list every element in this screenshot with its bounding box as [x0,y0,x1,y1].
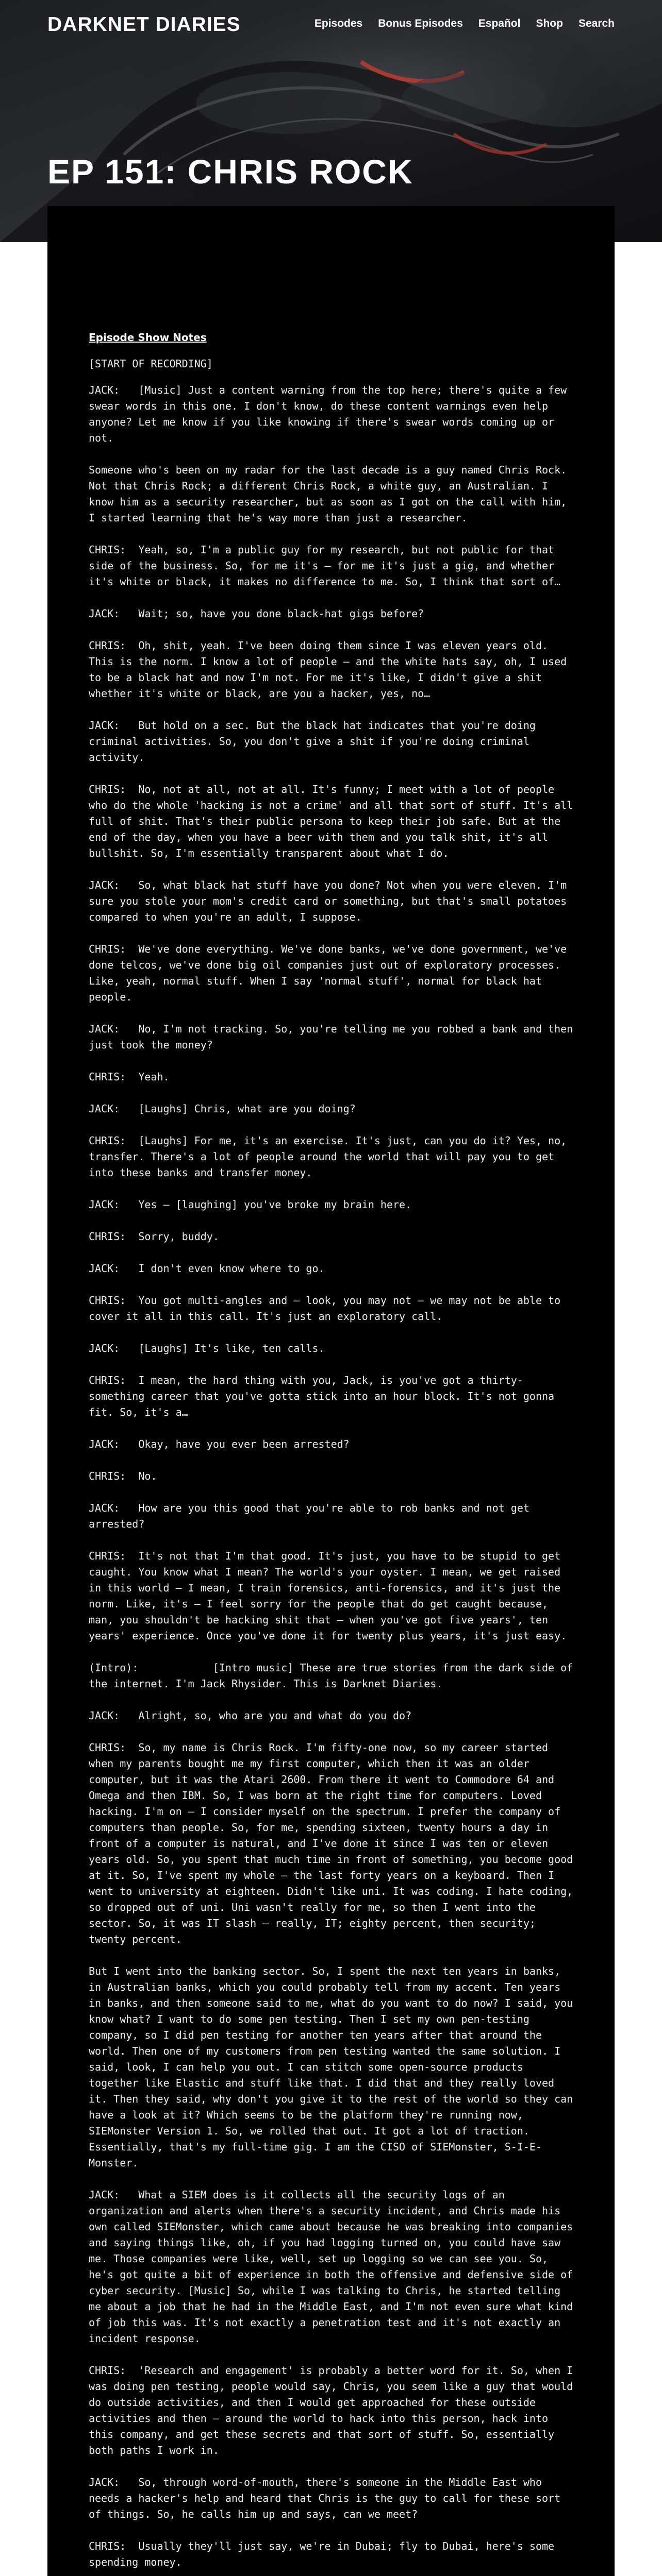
main-menu [315,18,615,30]
transcript-paragraph: CHRIS: So, my name is Chris Rock. I'm fifty-one now, so my career started when my parents bought me my first computer, which then it was an older computer, but it was the Atari 2600. From there it went to Commodore 64 and Omega and then IBM. So, I was born at the right time for computers. Loved hacking. I'm on — I consider myself on the spectrum. I prefer the company of computers than people. So, for me, spending sixteen, twenty hours a day in front of a computer is natural, and I've done it since I was ten or eleven years old. So, you spent that much time in front of something, you become good at it. So, I've spent my whole — the last forty years on a keyboard. Then I went to university at eighteen. Didn't like uni. It was coding. I hate coding, so dropped out of uni. Uni wasn't really for me, so then I went into the sector. So, it was IT slash — really, IT; eighty percent, then security; twenty percent. [89,1741,580,1945]
transcript-paragraphs [89,356,580,2570]
recording-marker: [START OF RECORDING] [89,358,213,370]
transcript-paragraph: CHRIS: It's not that I'm that good. It's just, you have to be stupid to get caught. You know what I mean? The world's your oyster. I mean, we get raised in this world — I mean, I train forensics, anti-forensics, and it's just the norm. Like, it's — I feel sorry for the people that do get caught because, man, you shouldn't be hacking shit that — when you've got five years', ten years' experience. Once you've done it for twenty plus years, it's just easy. [89,1550,567,1642]
transcript-paragraph: JACK: [Laughs] It's like, ten calls. [89,1342,325,1354]
nav-bonus-episodes-link[interactable]: Bonus Episodes [378,18,463,29]
top-navigation [0,0,662,52]
transcript-paragraph: But I went into the banking sector. So, I spent the next ten years in banks, in Australian banks, which you could probably tell from my accent. Ten years in banks, and then someone said to me, what do you want to do now? I said, you know what? I want to do some pen testing. Then I set my own pen-testing company, so I did pen testing for another ten years after that around the world. Then one of my customers from pen testing wanted the same solution. I said, look, I can help you out. I can stitch some open-source products together like Elastic and stuff like that. I did that and they really loved it. Then they said, why don't you give it to the rest of the world so they can have a look at it? Which seems to be the platform they're running now, SIEMonster Version 1. So, we rolled that out. It got a lot of traction. Essentially, that's my full-time gig. I am the CISO of SIEMonster, S-I-E-Monster. [89,1965,580,2169]
transcript-paragraph: CHRIS: Sorry, buddy. [89,1230,219,1243]
transcript-paragraph: Someone who's been on my radar for the last decade is a guy named Chris Rock. Not that Chris Rock; a different Chris Rock, a white guy, an Australian. I know him as a security researcher, but as soon as I got on the call with him, I started learning that he's way more than just a researcher. [89,464,573,524]
nav-espanol-link[interactable]: Español [478,18,521,29]
transcript-paragraph: CHRIS: No. [89,1470,157,1482]
nav-shop-link[interactable]: Shop [536,18,563,29]
transcript-paragraph: JACK: So, what black hat stuff have you done? Not when you were eleven. I'm sure you stole your mom's credit card or something, but that's small potatoes compared to when you're an adult, I suppose. [89,879,573,923]
transcript-paragraph: JACK: I don't even know where to go. [89,1262,325,1275]
transcript-paragraph: JACK: But hold on a sec. But the black hat indicates that you're doing criminal activities. So, you don't give a shit if you're doing criminal activity. [89,719,542,764]
transcript-paragraph: CHRIS: 'Research and engagement' is probably a better word for it. So, when I was doing pen testing, people would say, Chris, you seem like a guy that would do outside activities, and then I would get approached for these outside activities and then — around the world to hack into this person, hack into this company, and get these secrets and that sort of stuff. So, essentially both paths I work in. [89,2364,580,2456]
transcript-paragraph: JACK: Okay, have you ever been arrested? [89,1438,350,1450]
menu-item [578,18,615,30]
transcript-paragraph: CHRIS: We've done everything. We've done banks, we've done government, we've done telcos, we've done big oil companies just out of exploratory processes. Like, yeah, normal stuff. When I say 'normal stuff', normal for black hat people. [89,943,573,1003]
transcript-paragraph: JACK: Wait; so, have you done black-hat gigs before? [89,607,424,620]
nav-search-link[interactable]: Search [578,18,615,29]
transcript-paragraph: CHRIS: You got multi-angles and — look, you may not — we may not be able to cover it all in this call. It's just an exploratory call. [89,1294,567,1323]
transcript-paragraph: CHRIS: No, not at all, not at all. It's funny; I meet with a lot of people who do the whole 'hacking is not a crime' and all that sort of stuff. It's all full of shit. That's their public persona to keep their job safe. But at the end of the day, when you have a beer with them and you talk shit, it's all bullshit. So, I'm essentially transparent about what I do. [89,783,580,859]
transcript-paragraph: JACK: Alright, so, who are you and what do you do? [89,1709,412,1722]
transcript-paragraph: JACK: No, I'm not tracking. So, you're telling me you robbed a bank and then just took the money? [89,1023,580,1051]
transcript-paragraph: JACK: So, through word-of-mouth, there's someone in the Middle East who needs a hacker's help and heard that Chris is the guy to call for these sort of things. So, he calls him up and says, can we meet? [89,2476,567,2520]
transcript-paragraph: CHRIS: I mean, the hard thing with you, Jack, is you've got a thirty-something career that you've gotta stick into an hour block. It's not gonna fit. So, it's a… [89,1374,561,1418]
menu-item [315,18,362,30]
transcript-panel [47,206,615,2576]
transcript-paragraph: JACK: How are you this good that you're able to rob banks and not get arrested? [89,1502,536,1530]
episode-show-notes-link[interactable]: Episode Show Notes [89,331,207,344]
transcript-paragraph: CHRIS: Yeah, so, I'm a public guy for my research, but not public for that side of the business. So, for me it's — for me it's just a gig, and whether it's white or black, it makes no difference to me. So, I think that sort of… [89,544,561,588]
transcript-paragraph: JACK: What a SIEM does is it collects all the security logs of an organization and alerts when there's a security incident, and Chris made his own called SIEMonster, which came about because he was breaking into companies and saying things like, oh, if you had logging turned on, you could have saw me. Those companies were like, well, set up logging so we can see you. So, he's got quite a bit of experience in both the offensive and defensive side of cyber security. [Music] So, while I was talking to Chris, he started telling me about a job that he had in the Middle East, and I'm not even sure what kind of job this was. It's not exactly a penetration test and it's not exactly an incident response. [89,2189,580,2345]
menu-item [378,18,463,30]
transcript-paragraph: CHRIS: Oh, shit, yeah. I've been doing them since I was eleven years old. This is the norm. I know a lot of people — and the white hats say, oh, I used to be a black hat and now I'm not. For me it's like, I didn't give a shit whether it's white or black, are you a hacker, yes, no… [89,639,573,700]
nav-episodes-link[interactable]: Episodes [314,18,363,29]
transcript-paragraph: CHRIS: [Laughs] For me, it's an exercise. It's just, can you do it? Yes, no, transfer. There's a lot of people around the world that will pay you to get into these banks and transfer money. [89,1134,573,1179]
menu-item [536,18,563,30]
transcript-paragraph: JACK: [Music] Just a content warning from the top here; there's quite a few swear words in this one. I don't know, do these content warnings even help anyone? Let me know if you like knowing if there's swear words coming up or not. [89,384,573,444]
transcript-paragraph: JACK: Yes — [laughing] you've broke my brain here. [89,1198,412,1211]
menu-item [478,18,521,30]
transcript-content [89,330,580,2576]
transcript-paragraph: CHRIS: Yeah. [89,1071,170,1083]
transcript-paragraph: CHRIS: Usually they'll just say, we're in Dubai; fly to Dubai, here's some spending money. [89,2540,561,2568]
site-logo[interactable]: DARKNET DIARIES [47,13,241,36]
transcript-paragraph: (Intro): [Intro music] These are true stories from the dark side of the internet. I'm Jack Rhysider. This is Darknet Diaries. [89,1662,580,1690]
episode-title: EP 151: CHRIS ROCK [47,152,413,191]
transcript-paragraph: JACK: [Laughs] Chris, what are you doing? [89,1103,356,1115]
